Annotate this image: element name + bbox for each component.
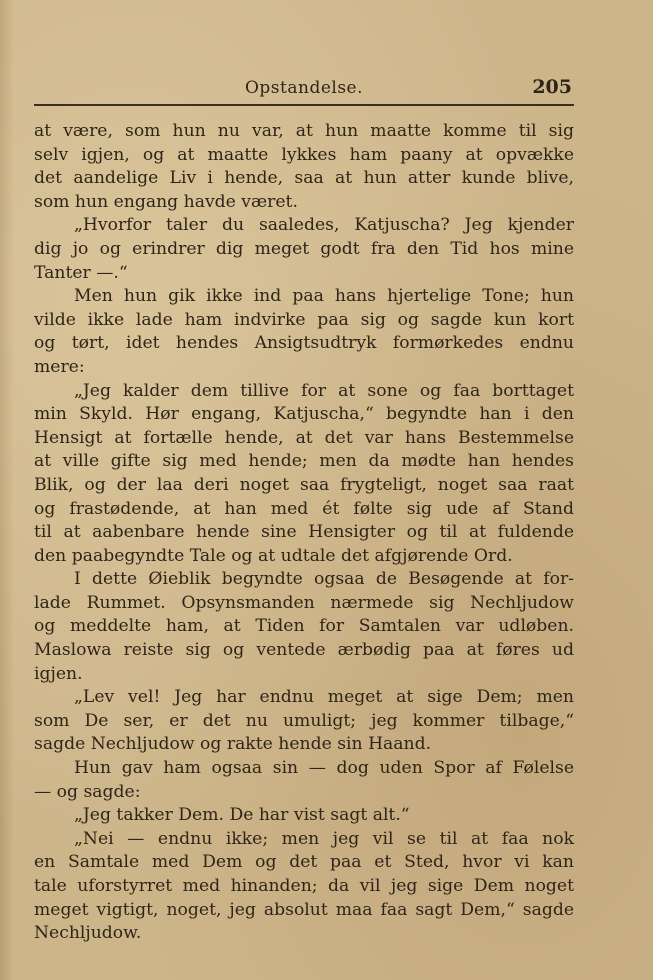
text-line: som De ser, er det nu umuligt; jeg kommer tilbage,“	[34, 710, 574, 731]
text-line: „Hvorfor taler du saaledes, Katjuscha? Jeg kjender	[74, 215, 574, 236]
text-line: at være, som hun nu var, at hun maatte komme til sig	[34, 121, 574, 141]
body-text	[34, 120, 574, 946]
text-line: sagde Nechljudow og rakte hende sin Haand.	[34, 734, 432, 755]
text-line: Nechljudow.	[34, 923, 142, 944]
text-line: Tanter —.“	[34, 262, 128, 283]
text-line: og frastødende, at han med ét følte sig ude af Stand	[34, 498, 574, 519]
running-head	[34, 74, 574, 106]
text-line: lade Rummet. Opsynsmanden nærmede sig Nechljudow	[34, 592, 574, 613]
text-line: Maslowa reiste sig og ventede ærbødig paa at føres ud	[34, 640, 574, 661]
text-line: som hun engang havde været.	[34, 191, 298, 212]
text-line: en Samtale med Dem og det paa et Sted, hvor vi kan	[34, 852, 574, 873]
running-title: Opstandelse.	[244, 78, 364, 98]
text-line: og tørt, idet hendes Ansigtsudtryk formørkedes endnu	[34, 333, 574, 354]
text-line: „Lev vel! Jeg har endnu meget at sige Dem; men	[74, 687, 574, 708]
text-line: Hun gav ham ogsaa sin — dog uden Spor af Følelse	[74, 758, 574, 779]
text-line: min Skyld. Hør engang, Katjuscha,“ begyndte han i den	[34, 404, 574, 425]
text-line: selv igjen, og at maatte lykkes ham paany at opvække	[34, 144, 574, 165]
book-page	[34, 74, 574, 946]
page-number: 205	[532, 76, 572, 98]
text-line: at ville gifte sig med hende; men da mødte han hendes	[34, 451, 574, 472]
text-line: og meddelte ham, at Tiden for Samtalen var udløben.	[34, 616, 574, 637]
text-line: mere:	[34, 356, 85, 377]
text-line: dig jo og erindrer dig meget godt fra den Tid hos mine	[34, 238, 574, 259]
text-line: „Nei — endnu ikke; men jeg vil se til at faa nok	[74, 828, 574, 849]
text-line: „Jeg takker Dem. De har vist sagt alt.“	[74, 805, 410, 826]
text-line: det aandelige Liv i hende, saa at hun atter kunde blive,	[34, 168, 574, 189]
text-line: „Jeg kalder dem tillive for at sone og faa borttaget	[74, 380, 574, 401]
text-line: den paabegyndte Tale og at udtale det afgjørende Ord.	[34, 545, 513, 566]
text-line: — og sagde:	[34, 781, 141, 802]
text-line: tale uforstyrret med hinanden; da vil jeg sige Dem noget	[34, 876, 574, 896]
text-line: Hensigt at fortælle hende, at det var hans Bestemmelse	[34, 427, 574, 448]
text-line: I dette Øieblik begyndte ogsaa de Besøgende at for-	[74, 569, 574, 590]
text-line: Blik, og der laa deri noget saa frygteligt, noget saa raat	[34, 474, 574, 495]
text-line: meget vigtigt, noget, jeg absolut maa faa sagt Dem,“ sagde	[34, 899, 574, 920]
text-line: Men hun gik ikke ind paa hans hjertelige Tone; hun	[74, 286, 574, 307]
text-line: til at aabenbare hende sine Hensigter og til at fuldende	[34, 522, 574, 543]
text-line: igjen.	[34, 663, 83, 684]
text-line: vilde ikke lade ham indvirke paa sig og sagde kun kort	[34, 309, 574, 330]
